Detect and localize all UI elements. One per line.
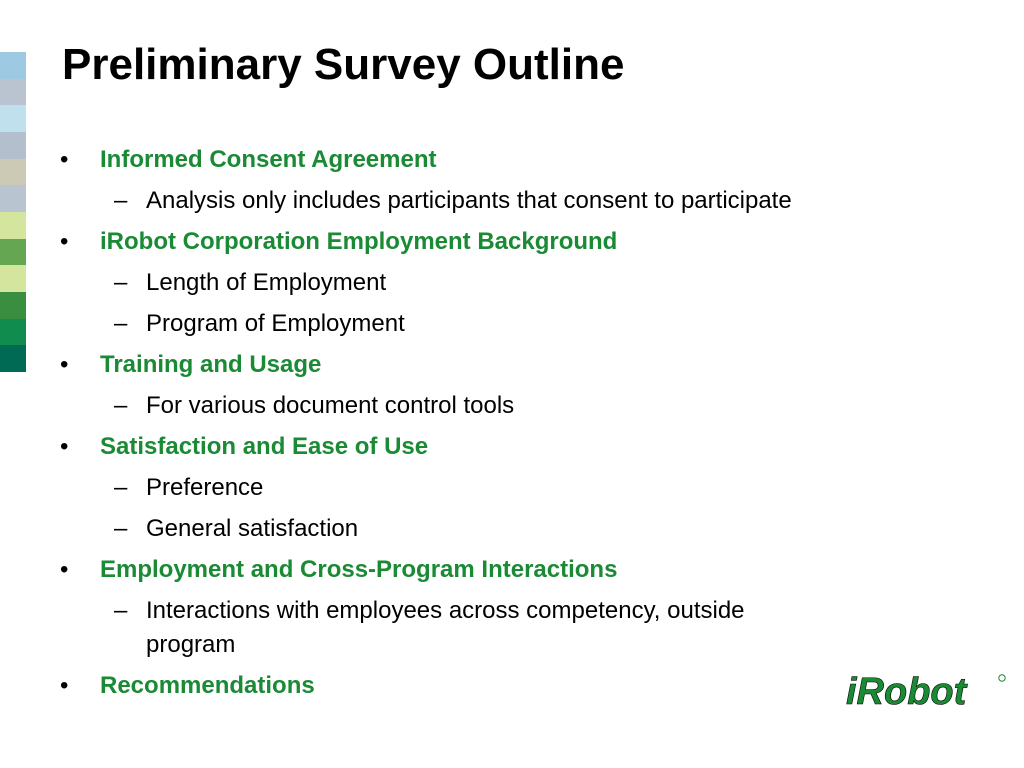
sub-marker: –	[114, 474, 128, 501]
bullet-text: Employment and Cross-Program Interactions	[100, 556, 618, 583]
bullet-text: Recommendations	[100, 672, 315, 699]
sub-text: Preference	[146, 474, 264, 501]
color-strip-block	[0, 185, 26, 212]
sub-text: program	[146, 631, 236, 658]
sub-text: Length of Employment	[146, 269, 387, 296]
sub-text: General satisfaction	[146, 515, 359, 542]
color-strip-block	[0, 105, 26, 132]
color-strip-block	[0, 212, 26, 239]
sub-text: Program of Employment	[146, 310, 405, 337]
bullet-text: Informed Consent Agreement	[100, 146, 437, 173]
bullet-marker: •	[60, 672, 69, 699]
bullet-marker: •	[60, 351, 69, 378]
logo-wordmark: iRobot	[846, 671, 967, 713]
irobot-logo-icon	[842, 664, 1012, 714]
bullet-text: Satisfaction and Ease of Use	[100, 433, 429, 460]
slide-title: Preliminary Survey Outline	[62, 40, 625, 89]
color-strip-block	[0, 52, 26, 79]
bullet-text: iRobot Corporation Employment Background	[100, 228, 618, 255]
color-strip-block	[0, 319, 26, 346]
sub-marker: –	[114, 392, 128, 419]
sub-marker: –	[114, 187, 128, 214]
color-strip-block	[0, 239, 26, 266]
bullet-marker: •	[60, 228, 69, 255]
color-strip-block	[0, 79, 26, 106]
irobot-logo	[842, 664, 1012, 714]
sub-marker: –	[114, 515, 128, 542]
sub-text: Interactions with employees across competency, outside	[146, 597, 745, 624]
registered-mark	[999, 675, 1005, 681]
sub-marker: –	[114, 310, 128, 337]
sub-text: Analysis only includes participants that consent to participate	[146, 187, 792, 214]
sub-marker: –	[114, 597, 128, 624]
bullet-text: Training and Usage	[100, 351, 322, 378]
bullet-marker: •	[60, 433, 69, 460]
color-strip-block	[0, 159, 26, 186]
color-strip-block	[0, 265, 26, 292]
color-strip-block	[0, 345, 26, 372]
bullet-marker: •	[60, 146, 69, 173]
sub-marker: –	[114, 269, 128, 296]
color-strip-block	[0, 292, 26, 319]
color-strip-block	[0, 132, 26, 159]
bullet-marker: •	[60, 556, 69, 583]
decorative-color-strip	[0, 52, 26, 372]
sub-text: For various document control tools	[146, 392, 515, 419]
